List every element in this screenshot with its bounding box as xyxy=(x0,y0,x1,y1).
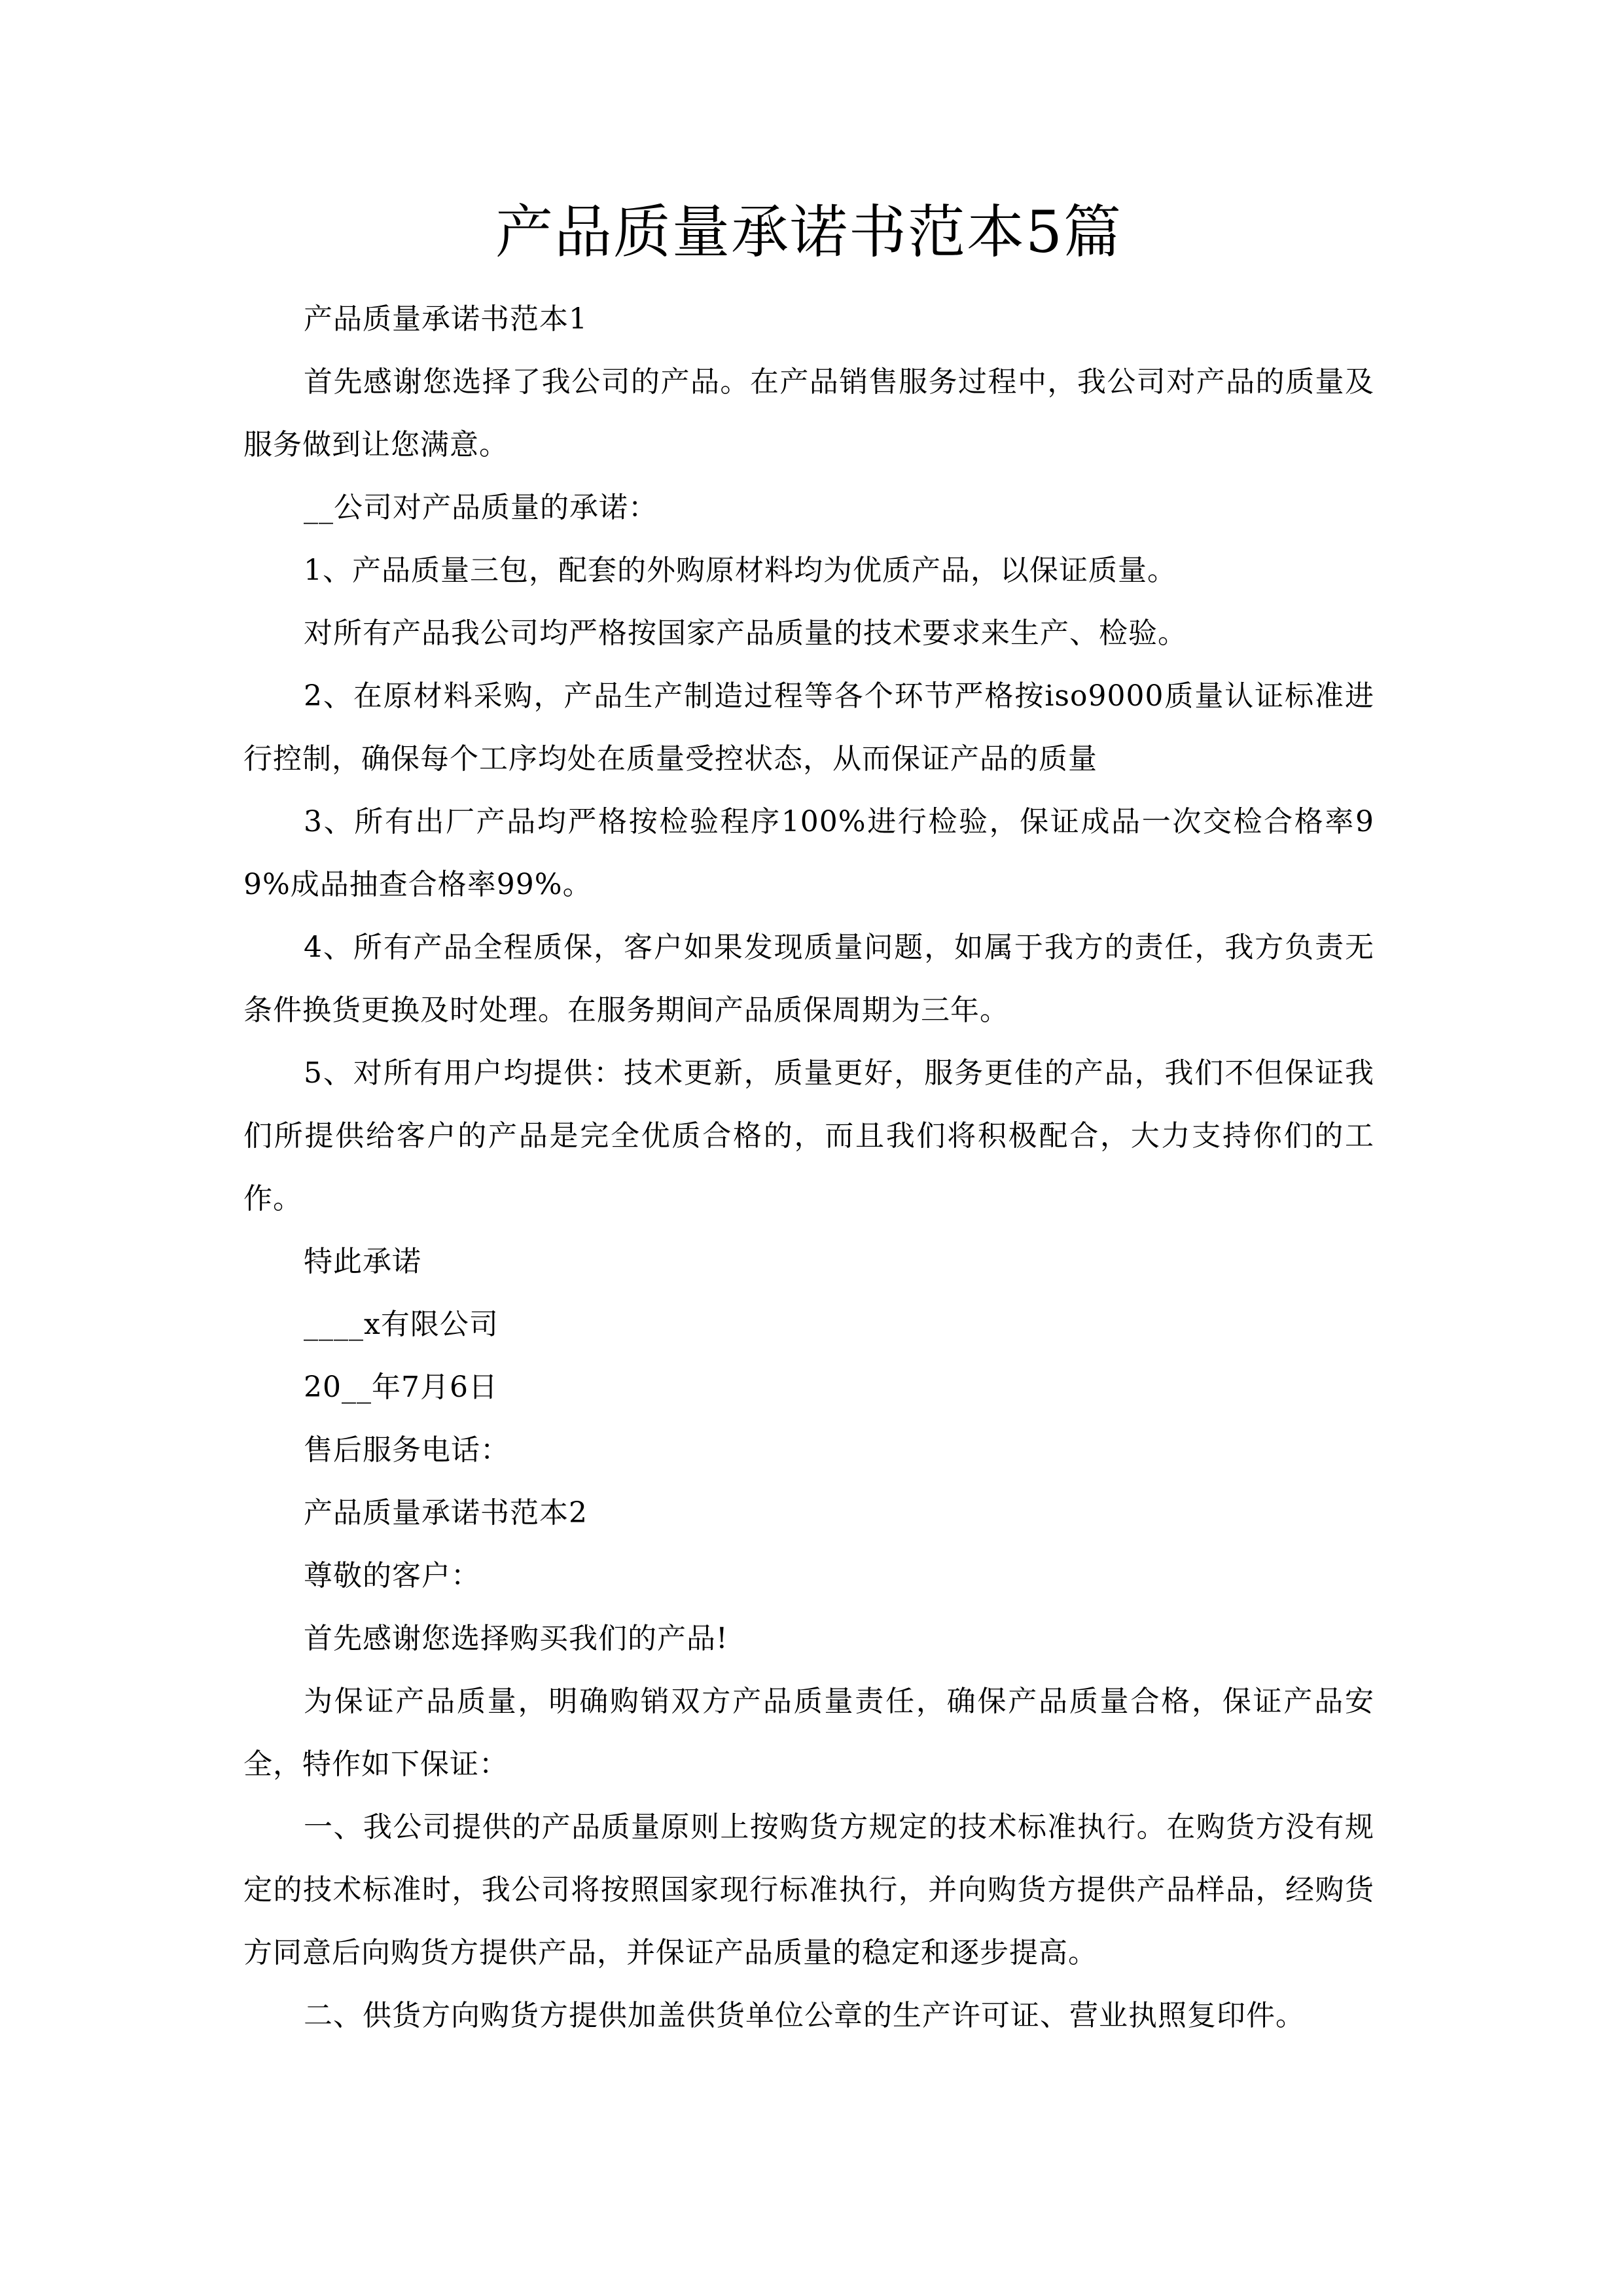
salutation: 尊敬的客户： xyxy=(304,1559,480,1592)
purpose-paragraph: 为保证产品质量，明确购销双方产品质量责任，确保产品质量合格，保证产品安全，特作如下保证： xyxy=(243,1685,1374,1781)
intro-paragraph: 首先感谢您选择了我公司的产品。在产品销售服务过程中，我公司对产品的质量及服务做到让您满意。 xyxy=(243,365,1374,461)
signature-date: 20__年7月6日 xyxy=(304,1371,498,1404)
commitment-item-1: 1、产品质量三包，配套的外购原材料均为优质产品，以保证质量。 xyxy=(304,554,1177,587)
section-heading-1: 产品质量承诺书范本1 xyxy=(304,302,588,336)
guarantee-item-1: 一、我公司提供的产品质量原则上按购货方规定的技术标准执行。在购货方没有规定的技术标准时，我公司将按照国家现行标准执行，并向购货方提供产品样品，经购货方同意后向购货方提供产品，并保证产品质量的稳定和逐步提高。 xyxy=(243,1810,1374,1969)
document-body xyxy=(243,288,1374,2047)
commitment-item-3: 3、所有出厂产品均严格按检验程序100%进行检验，保证成品一次交检合格率99%成品抽查合格率99%。 xyxy=(243,805,1374,901)
guarantee-item-2: 二、供货方向购货方提供加盖供货单位公章的生产许可证、营业执照复印件。 xyxy=(304,1999,1305,2032)
commitment-item-1-detail: 对所有产品我公司均严格按国家产品质量的技术要求来生产、检验。 xyxy=(304,617,1187,650)
commitment-heading: __公司对产品质量的承诺： xyxy=(304,491,658,524)
commitment-item-4: 4、所有产品全程质保，客户如果发现质量问题，如属于我方的责任，我方负责无条件换货更换及时处理。在服务期间产品质保周期为三年。 xyxy=(243,931,1374,1027)
commitment-item-5: 5、对所有用户均提供：技术更新，质量更好，服务更佳的产品，我们不但保证我们所提供给客户的产品是完全优质合格的，而且我们将积极配合，大力支持你们的工作。 xyxy=(243,1056,1374,1215)
thanks-paragraph: 首先感谢您选择购买我们的产品! xyxy=(304,1622,728,1655)
service-phone-label: 售后服务电话： xyxy=(304,1433,510,1467)
document-title: 产品质量承诺书范本5篇 xyxy=(495,198,1122,266)
section-heading-2: 产品质量承诺书范本2 xyxy=(304,1496,588,1530)
commitment-item-2: 2、在原材料采购，产品生产制造过程等各个环节严格按iso9000质量认证标准进行控制，确保每个工序均处在质量受控状态，从而保证产品的质量 xyxy=(243,679,1374,776)
company-signature: ____x有限公司 xyxy=(304,1308,499,1341)
closing-statement: 特此承诺 xyxy=(304,1245,421,1278)
